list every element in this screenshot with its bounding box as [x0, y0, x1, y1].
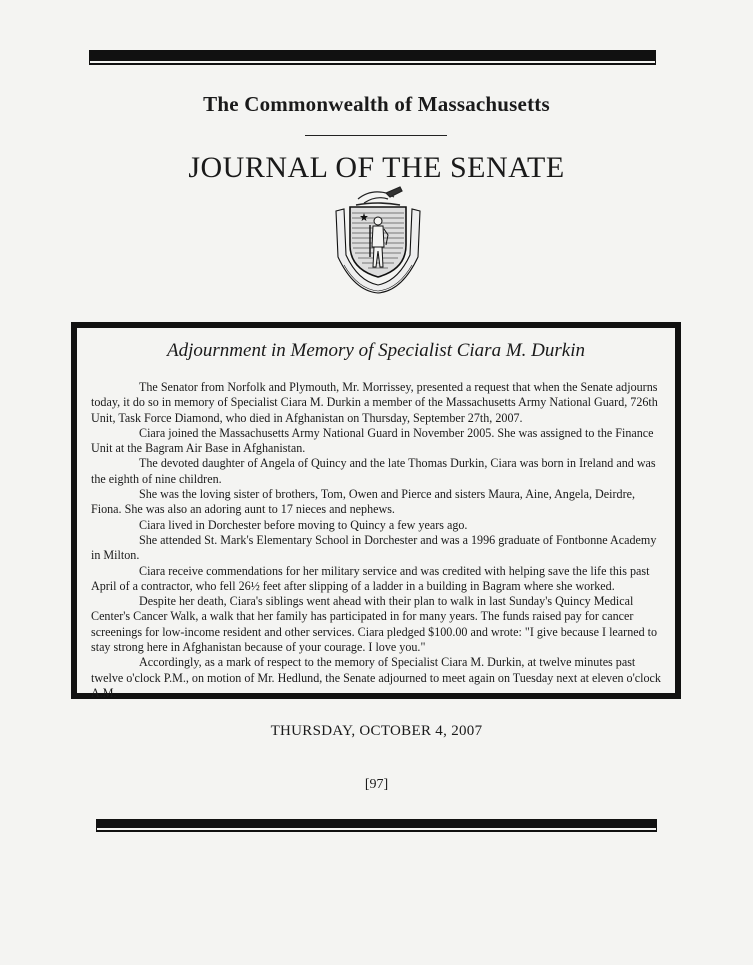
page-number: [97] — [364, 777, 389, 792]
memorial-paragraph: Despite her death, Ciara's siblings went ahead with their plan to walk in last Sunday's Quincy Medical Center's Cancer Walk, a walk that her family has participated in for many years. The funds raised pay for cancer screenings for low-income resident and other services. Ciara pledged $100.00 and wrote: "I give because I learned to stay strong here in Afghanistan because of your courage. I love you." — [91, 594, 658, 655]
memorial-paragraph: The devoted daughter of Angela of Quincy and the late Thomas Durkin, Ciara was born in Ireland and was the eighth of nine children. — [91, 456, 656, 486]
memorial-paragraph: Accordingly, as a mark of respect to the memory of Specialist Ciara M. Durkin, at twelve minutes past twelve o'clock P.M., on motion of Mr. Hedlund, the Senate adjourned to meet again on Tuesday next at eleven o'clock A.M. — [91, 655, 661, 700]
commonwealth-heading: The Commonwealth of Massachusetts — [203, 92, 550, 116]
bottom-double-rule — [96, 819, 657, 828]
top-double-rule — [89, 50, 656, 61]
memorial-paragraph: She was the loving sister of brothers, Tom, Owen and Pierce and sisters Maura, Aine, Angela, Deirdre, Fiona. She was also an adoring aunt to 17 nieces and nephews. — [91, 487, 636, 517]
memorial-paragraph: She attended St. Mark's Elementary School in Dorchester and was a 1996 graduate of Fontbonne Academy in Milton. — [91, 532, 657, 563]
memorial-paragraph: Ciara receive commendations for her military service and was credited with helping save the life this past April of a contractor, who fell 26½ feet after slipping of a ladder in a building in Bagram where she worked. — [91, 563, 650, 593]
memorial-body — [91, 380, 661, 701]
crest-arm-icon — [356, 187, 402, 205]
memorial-box — [71, 322, 681, 699]
memorial-paragraph: The Senator from Norfolk and Plymouth, Mr. Morrissey, presented a request that when the Senate adjourns today, it do so in memory of Specialist Ciara M. Durkin a member of the Massachusetts Army National Guard, 726th Unit, Task Force Diamond, who died in Afghanistan on Thursday, September 27th, 2007. — [91, 380, 658, 425]
memorial-paragraph: Ciara joined the Massachusetts Army National Guard in November 2005. She was assigned to the Finance Unit at the Bagram Air Base in Afghanistan. — [91, 425, 654, 456]
memorial-paragraph: Ciara lived in Dorchester before moving to Quincy a few years ago. — [139, 517, 468, 532]
title-divider — [305, 135, 447, 136]
massachusetts-state-seal-icon — [328, 185, 428, 297]
memorial-heading: Adjournment in Memory of Specialist Ciara M. Durkin — [167, 340, 585, 361]
journal-title: JOURNAL OF THE SENATE — [188, 151, 565, 184]
journal-date: THURSDAY, OCTOBER 4, 2007 — [270, 723, 483, 739]
seal-shield — [350, 207, 406, 277]
